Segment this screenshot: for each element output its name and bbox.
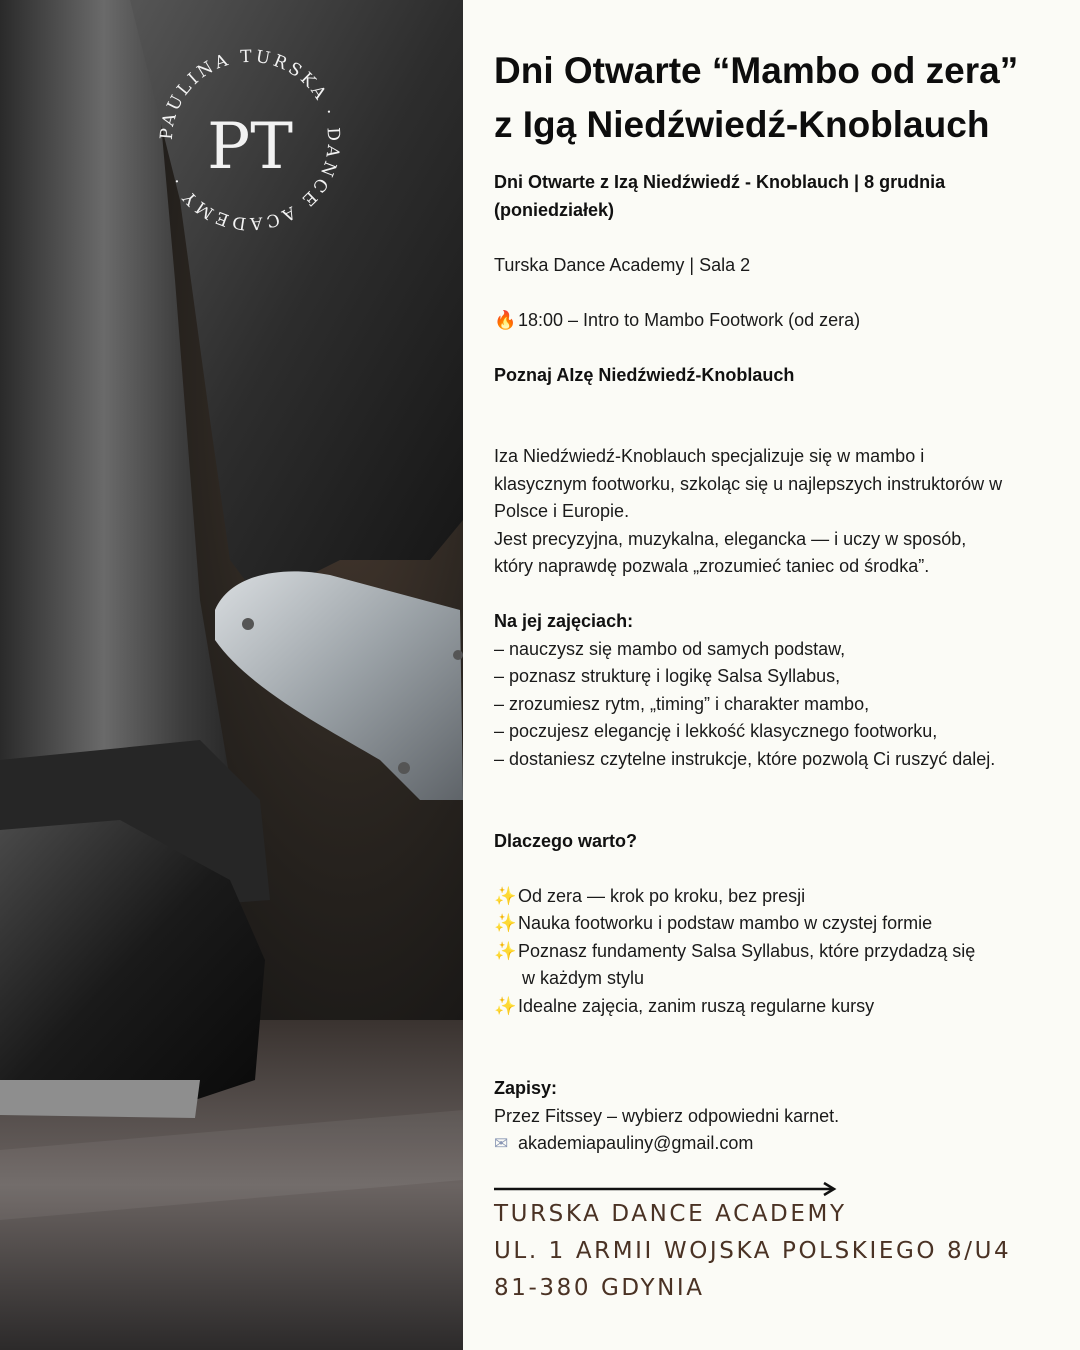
page-title (494, 44, 1069, 152)
why-item-continuation: w każdym stylu (522, 968, 645, 988)
event-location: Turska Dance Academy | Sala 2 (494, 255, 751, 275)
why-item-text: Idealne zajęcia, zanim ruszą regularne kursy (518, 996, 875, 1016)
intro-heading: Poznaj AIzę Niedźwiedź-Knoblauch (494, 365, 795, 385)
sparkles-icon: ✨ (494, 886, 517, 906)
intro-line: Jest precyzyjna, muzykalna, elegancka — i uczy w sposób, (494, 529, 967, 549)
why-item (494, 883, 805, 911)
class-time-row (494, 307, 860, 335)
classes-item: – poznasz strukturę i logikę Salsa Syllabus, (494, 666, 841, 686)
why-item (494, 910, 932, 938)
sparkles-icon: ✨ (494, 996, 517, 1016)
fire-icon: 🔥 (494, 310, 517, 330)
why-item-text: Nauka footworku i podstaw mambo w czystej formie (518, 913, 933, 933)
intro-line: klasycznym footworku, szkoląc się u najlepszych instruktorów w (494, 474, 1003, 494)
signup-line: Przez Fitssey – wybierz odpowiedni karnet. (494, 1106, 840, 1126)
arrow-divider (494, 1181, 840, 1197)
class-time: 18:00 – Intro to Mambo Footwork (od zera) (518, 310, 861, 330)
footer-city: 81-380 GDYNIA (494, 1275, 705, 1301)
envelope-icon: ✉ (494, 1134, 509, 1153)
sparkles-icon: ✨ (494, 941, 517, 961)
sparkles-icon: ✨ (494, 913, 517, 933)
signup-email[interactable]: akademiapauliny@gmail.com (518, 1133, 754, 1153)
footer-academy-name: TURSKA DANCE ACADEMY (494, 1201, 847, 1227)
logo-monogram: PT (207, 110, 293, 184)
academy-logo (150, 40, 350, 240)
intro-line: Polsce i Europie. (494, 501, 630, 521)
classes-item: – nauczysz się mambo od samych podstaw, (494, 639, 846, 659)
logo-ring-text: PAULINA TURSKA · DANCE ACADEMY · (156, 46, 344, 234)
classes-item: – dostaniesz czytelne instrukcje, które pozwolą Ci ruszyć dalej. (494, 749, 996, 769)
classes-item: – zrozumiesz rytm, „timing” i charakter mambo, (494, 694, 870, 714)
classes-heading: Na jej zajęciach: (494, 611, 634, 631)
why-item-text: Od zera — krok po kroku, bez presji (518, 886, 806, 906)
why-item-text: Poznasz fundamenty Salsa Syllabus, które przydadzą się (518, 941, 976, 961)
intro-line: który naprawdę pozwala „zrozumieć taniec od środka”. (494, 556, 930, 576)
event-date-line-2: (poniedziałek) (494, 200, 615, 220)
intro-line: Iza Niedźwiedź-Knoblauch specjalizuje się w mambo i (494, 446, 925, 466)
dancer-shoes-photo (0, 0, 463, 1350)
signup-email-row (494, 1130, 753, 1158)
footer-street: UL. 1 ARMII WOJSKA POLSKIEGO 8/U4 (494, 1238, 1012, 1264)
logo-ring (150, 40, 350, 240)
why-item (494, 938, 975, 966)
why-item (494, 993, 874, 1021)
signup-heading: Zapisy: (494, 1078, 558, 1098)
title-line-1: Dni Otwarte “Mambo od zera” (494, 50, 1019, 91)
title-line-2: z Igą Niedźwiedź-Knoblauch (494, 104, 990, 145)
classes-item: – poczujesz elegancję i lekkość klasycznego footworku, (494, 721, 938, 741)
why-heading: Dlaczego warto? (494, 831, 638, 851)
event-date-line-1: Dni Otwarte z Izą Niedźwiedź - Knoblauch | 8 grudnia (494, 172, 946, 192)
